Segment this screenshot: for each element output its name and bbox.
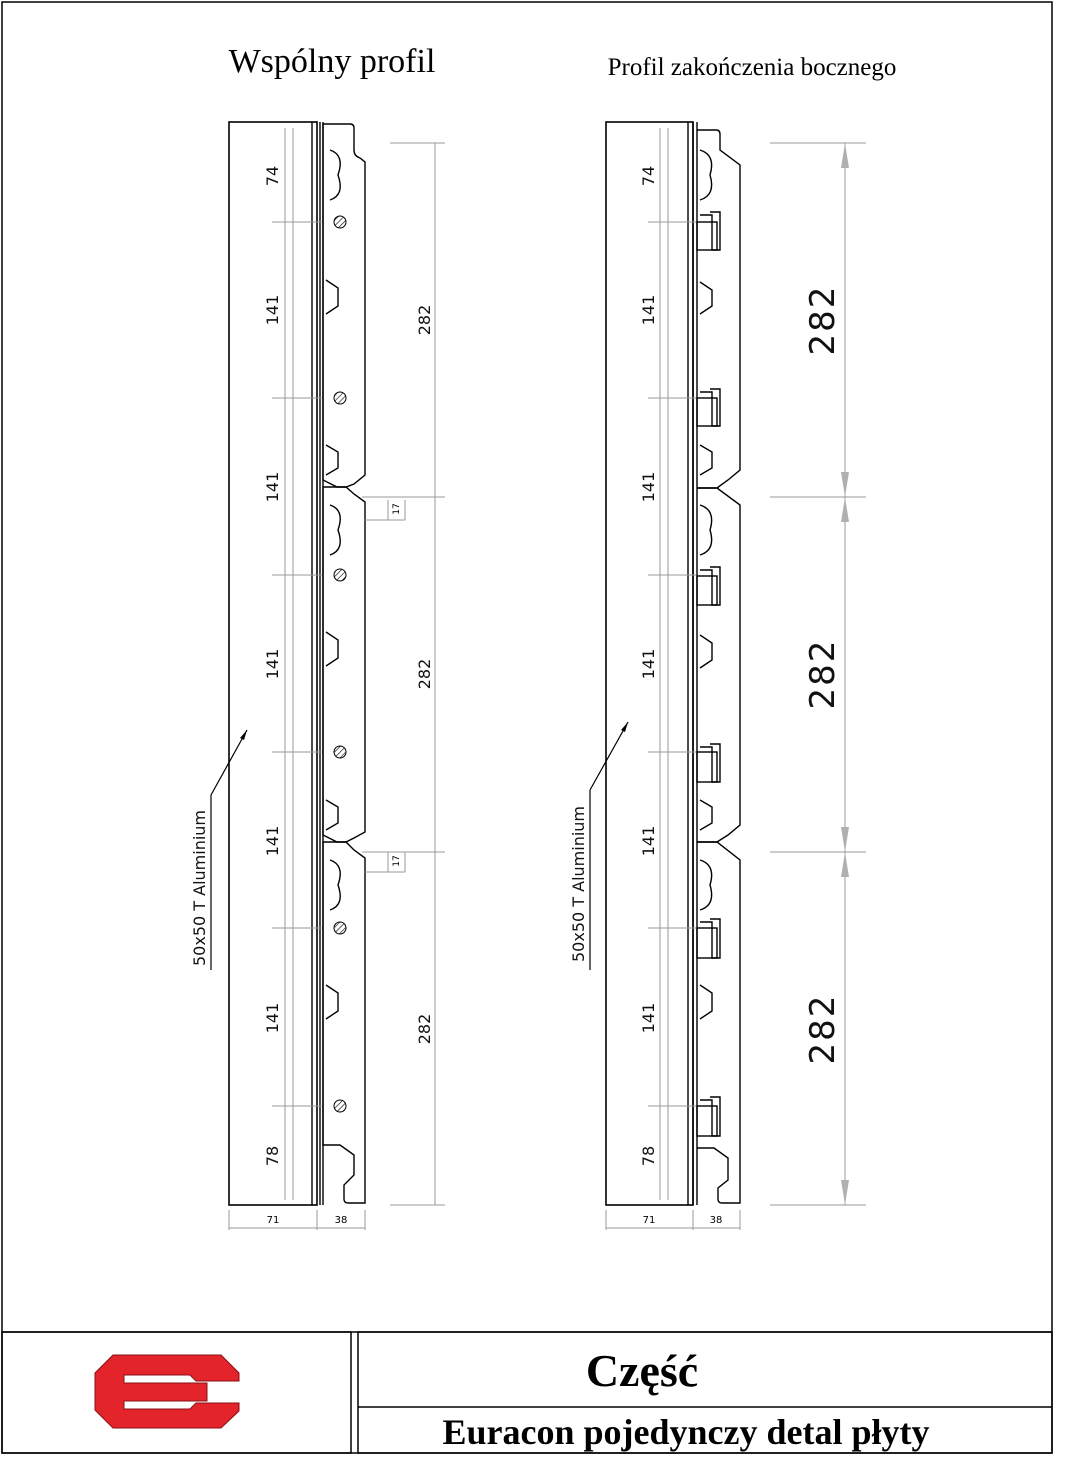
left-dim-seg-3: 141 xyxy=(263,471,282,503)
right-end-profile-module-3 xyxy=(697,842,740,1203)
left-dim-seg-4: 141 xyxy=(263,648,282,680)
title-block-part-label: Część xyxy=(585,1345,699,1396)
left-fixing-3 xyxy=(334,569,346,581)
left-fixing-5 xyxy=(334,922,346,934)
left-dim-seg-5: 141 xyxy=(263,825,282,857)
right-dim-seg-4: 141 xyxy=(639,648,658,680)
left-dim-seg-6: 141 xyxy=(263,1002,282,1034)
left-plate-module-1 xyxy=(323,124,365,487)
left-material-label: 50x50 T Aluminium xyxy=(190,809,209,967)
sheet-border xyxy=(2,2,1052,1453)
left-fixing-4 xyxy=(334,746,346,758)
right-dim-module-3: 282 xyxy=(803,993,843,1065)
right-dim-seg-5: 141 xyxy=(639,825,658,857)
logo-mark xyxy=(95,1355,239,1428)
left-fixing-1 xyxy=(334,216,346,228)
right-dim-seg-7: 78 xyxy=(639,1145,658,1167)
left-dim-bottom-2: 38 xyxy=(334,1215,348,1226)
left-fixing-6 xyxy=(334,1100,346,1112)
right-view xyxy=(569,54,896,1230)
right-dim-seg-6: 141 xyxy=(639,1002,658,1034)
right-dim-bottom-2: 38 xyxy=(709,1215,723,1226)
left-plate-module-2 xyxy=(323,487,365,842)
right-dim-seg-3: 141 xyxy=(639,471,658,503)
right-material-label: 50x50 T Aluminium xyxy=(569,805,588,963)
left-dim-module-1: 282 xyxy=(415,304,434,336)
left-dim-seg-1: 74 xyxy=(263,165,282,187)
left-dim-bottom-1: 71 xyxy=(266,1215,280,1226)
left-dim-step-2: 17 xyxy=(392,855,402,867)
right-dim-bottom-1: 71 xyxy=(642,1215,656,1226)
euracon-logo xyxy=(95,1355,239,1428)
title-block xyxy=(2,1332,1052,1453)
left-fixing-2 xyxy=(334,392,346,404)
right-end-profile-module-1 xyxy=(697,130,740,488)
title-block-part-name: Euracon pojedynczy detal płyty xyxy=(442,1412,930,1452)
left-view-title: Wspólny profil xyxy=(228,43,436,80)
left-dim-module-2: 282 xyxy=(415,658,434,690)
left-dim-seg-7: 78 xyxy=(263,1145,282,1167)
right-view-title: Profil zakończenia bocznego xyxy=(607,54,897,81)
right-dim-seg-1: 74 xyxy=(639,165,658,187)
left-dim-seg-2: 141 xyxy=(263,294,282,326)
right-dim-seg-2: 141 xyxy=(639,294,658,326)
left-dim-step-1: 17 xyxy=(392,503,402,515)
right-end-profile-module-2 xyxy=(697,488,740,842)
left-view xyxy=(190,43,445,1230)
left-dim-module-3: 282 xyxy=(415,1013,434,1045)
right-dim-module-1: 282 xyxy=(803,284,843,356)
right-dim-module-2: 282 xyxy=(803,638,843,710)
left-plate-module-3 xyxy=(323,842,365,1203)
